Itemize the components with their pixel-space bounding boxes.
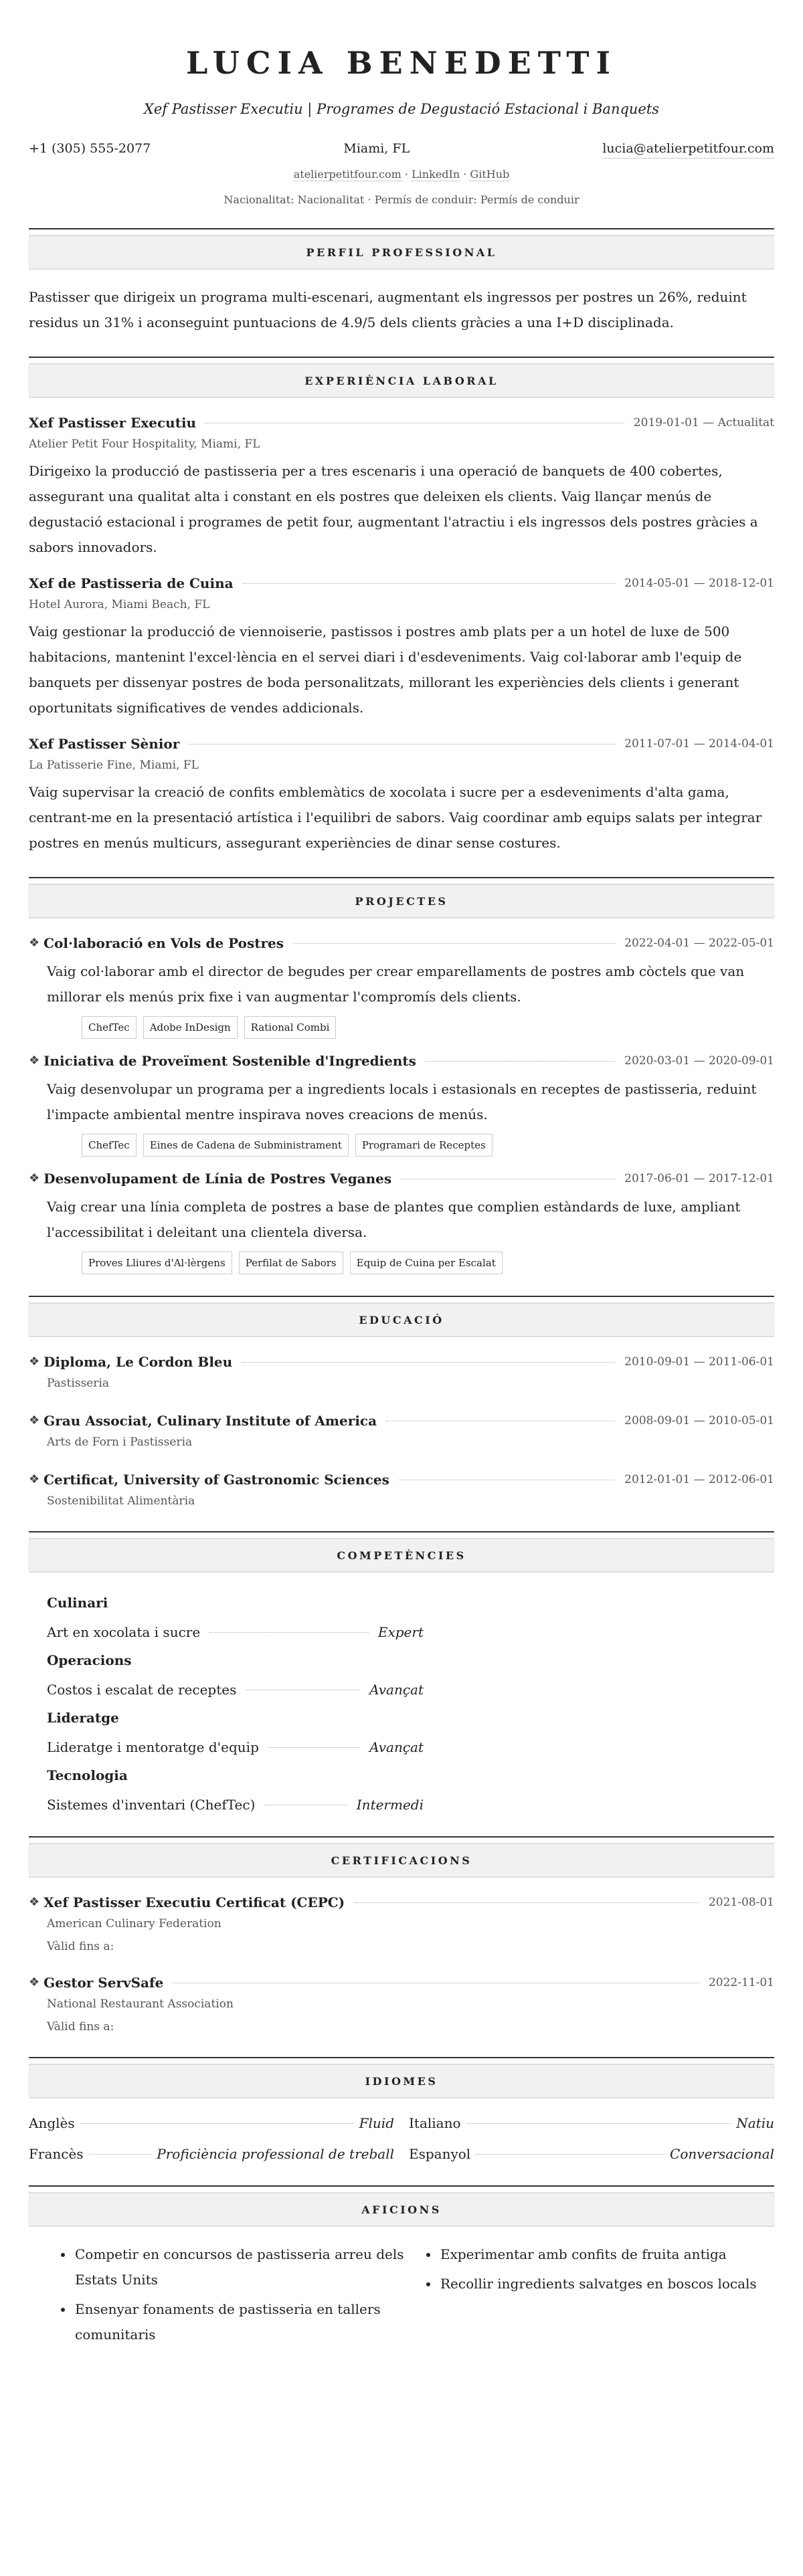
project-entry: [29, 1051, 774, 1157]
section-hobbies: [29, 2185, 774, 2351]
personal-meta: Nacionalitat: Nacionalitat · Permís de conduir: Permís de conduir: [224, 193, 579, 206]
certification-validity: Vàlid fins a:: [47, 2020, 114, 2034]
link-separator: ·: [460, 168, 470, 181]
job-company: La Patisserie Fine, Miami, FL: [29, 759, 199, 772]
skill-category: [47, 1650, 424, 1700]
project-description: Vaig crear una línia completa de postres a base de plantes que complien estàndards de luxe, ampliant l'accessibilitat i deleitant una clientela diversa.: [47, 1199, 741, 1240]
diamond-bullet-icon: ❖: [29, 1171, 40, 1185]
tag-chip: ChefTec: [82, 1016, 137, 1039]
language-name: Italiano: [409, 2115, 461, 2131]
skill-level: Avançat: [369, 1739, 424, 1755]
dotted-leader: [293, 943, 615, 944]
language-level: Proficiència professional de treball: [157, 2146, 394, 2162]
section-skills: [29, 1531, 774, 1815]
section-education: [29, 1296, 774, 1510]
skill-category: [47, 1593, 424, 1642]
dotted-leader: [426, 1061, 615, 1062]
project-description: Vaig col·laborar amb el director de begudes per crear emparellaments de postres amb còctels que van millorar els menús prix fixe i van augmentar l'compromís dels clients.: [47, 963, 745, 1005]
diamond-bullet-icon: ❖: [29, 1975, 40, 1989]
language-name: Francès: [29, 2146, 84, 2162]
project-title: Col·laboració en Vols de Postres: [43, 935, 284, 951]
education-dates: 2010-09-01 — 2011-06-01: [624, 1355, 774, 1369]
project-dates: 2020-03-01 — 2020-09-01: [624, 1054, 774, 1068]
dotted-leader: [466, 2123, 731, 2124]
section-profile: [29, 228, 774, 335]
certification-date: 2021-08-01: [708, 1896, 774, 1909]
diamond-bullet-icon: ❖: [29, 1355, 40, 1369]
job-title: Xef Pastisser Executiu: [29, 415, 197, 431]
certification-issuer: American Culinary Federation: [47, 1917, 221, 1930]
dotted-leader: [243, 583, 616, 584]
skill-level: Avançat: [369, 1682, 424, 1698]
experience-entry: [29, 573, 774, 720]
degree-title: Certificat, University of Gastronomic Sciences: [43, 1472, 389, 1488]
skill-category-name: Culinari: [47, 1595, 108, 1611]
section-title: IDIOMES: [29, 2064, 774, 2098]
project-dates: 2017-06-01 — 2017-12-01: [624, 1172, 774, 1185]
project-tags: [29, 1252, 774, 1274]
website-link[interactable]: atelierpetitfour.com: [293, 168, 402, 181]
skill-category: [47, 1765, 424, 1815]
skill-category-name: Operacions: [47, 1652, 132, 1668]
language-level: Conversacional: [670, 2146, 774, 2162]
diamond-bullet-icon: ❖: [29, 1895, 40, 1909]
education-field: Arts de Forn i Pastisseria: [47, 1435, 193, 1449]
job-title: Xef de Pastisseria de Cuina: [29, 575, 234, 591]
dotted-leader: [354, 1902, 699, 1903]
section-title: COMPETÈNCIES: [29, 1538, 774, 1573]
project-description: Vaig desenvolupar un programa per a ingredients locals i estasionals en receptes de pastisseria, reduint l'impacte ambiental mentre inspirava noves creacions de menús.: [47, 1081, 757, 1122]
project-title: Desenvolupament de Línia de Postres Veganes: [43, 1171, 392, 1187]
degree-title: Diploma, Le Cordon Bleu: [43, 1354, 233, 1370]
section-projects: [29, 877, 774, 1274]
certification-date: 2022-11-01: [708, 1976, 774, 1989]
section-divider: [29, 1836, 774, 1838]
location: Miami, FL: [343, 141, 410, 156]
tag-chip: Programari de Receptes: [355, 1134, 493, 1157]
job-description: Dirigeixo la producció de pastisseria per a tres escenaris i una operació de banquets de 400 cobertes, assegurant una qualitat alta i constant en els postres que deleixen els clients. Vaig llançar menús de degustació estacional i programes de petit four, augmentant l'atractiu i els ingressos dels postres gràcies a sabors innovadors.: [29, 463, 758, 555]
language-level: Fluid: [359, 2115, 394, 2131]
hobbies-list-right: [422, 2242, 774, 2351]
language-item: [29, 2144, 394, 2164]
certification-title: Xef Pastisser Executiu Certificat (CEPC): [43, 1894, 345, 1910]
section-title: PROJECTES: [29, 884, 774, 918]
skill-category: [47, 1708, 424, 1757]
job-dates: 2011-07-01 — 2014-04-01: [624, 737, 774, 751]
skill-name: Sistemes d'inventari (ChefTec): [47, 1797, 256, 1813]
section-divider: [29, 2185, 774, 2187]
dotted-leader: [209, 1632, 369, 1633]
education-field: Pastisseria: [47, 1377, 110, 1390]
skill-level: Intermedi: [356, 1797, 424, 1813]
skill-name: Costos i escalat de receptes: [47, 1682, 237, 1698]
education-dates: 2012-01-01 — 2012-06-01: [624, 1473, 774, 1486]
experience-entry: [29, 734, 774, 856]
job-dates: 2019-01-01 — Actualitat: [633, 416, 774, 429]
education-entry: [29, 1411, 774, 1451]
certification-entry: [29, 1973, 774, 2036]
project-tags: [29, 1016, 774, 1039]
language-level: Natiu: [736, 2115, 774, 2131]
job-company: Atelier Petit Four Hospitality, Miami, FL: [29, 437, 260, 451]
skill-category-name: Tecnologia: [47, 1767, 128, 1783]
diamond-bullet-icon: ❖: [29, 1054, 40, 1068]
project-dates: 2022-04-01 — 2022-05-01: [624, 936, 774, 950]
project-tags: [29, 1134, 774, 1157]
certification-validity: Vàlid fins a:: [47, 1940, 114, 1953]
language-item: [409, 2113, 774, 2133]
job-title: Xef Pastisser Sènior: [29, 736, 180, 752]
dotted-leader: [189, 744, 615, 745]
section-title: EXPERIÈNCIA LABORAL: [29, 363, 774, 398]
degree-title: Grau Associat, Culinary Institute of America: [43, 1413, 377, 1429]
candidate-name: LUCIA BENEDETTI: [185, 45, 618, 81]
section-divider: [29, 1531, 774, 1532]
tag-chip: Equip de Cuina per Escalat: [350, 1252, 503, 1274]
skill-name: Lideratge i mentoratge d'equip: [47, 1739, 259, 1755]
tag-chip: Rational Combi: [244, 1016, 337, 1039]
resume-header: [29, 41, 774, 208]
certification-entry: [29, 1892, 774, 1955]
job-company: Hotel Aurora, Miami Beach, FL: [29, 598, 210, 611]
skill-name: Art en xocolata i sucre: [47, 1624, 201, 1640]
tag-chip: Eines de Cadena de Subministrament: [143, 1134, 349, 1157]
candidate-tagline: Xef Pastisser Executiu | Programes de Degustació Estacional i Banquets: [143, 101, 660, 117]
skill-level: Expert: [377, 1624, 424, 1640]
tag-chip: Adobe InDesign: [143, 1016, 238, 1039]
dotted-leader: [268, 1747, 360, 1748]
diamond-bullet-icon: ❖: [29, 1472, 40, 1486]
hobbies-list-left: [57, 2242, 409, 2351]
email-link[interactable]: lucia@atelierpetitfour.com: [602, 139, 774, 159]
contact-row: [29, 139, 774, 159]
language-item: [409, 2144, 774, 2164]
tag-chip: ChefTec: [82, 1134, 137, 1157]
hobby-item: Competir en concursos de pastisseria arreu dels Estats Units: [57, 2242, 409, 2292]
certification-issuer: National Restaurant Association: [47, 1997, 234, 2011]
linkedin-link[interactable]: LinkedIn: [412, 168, 460, 181]
dotted-leader: [242, 1362, 615, 1363]
tag-chip: Perfilat de Sabors: [239, 1252, 343, 1274]
hobby-item: Experimentar amb confits de fruita antiga: [422, 2242, 774, 2267]
dotted-leader: [476, 2154, 664, 2155]
section-languages: [29, 2057, 774, 2164]
diamond-bullet-icon: ❖: [29, 936, 40, 950]
job-dates: 2014-05-01 — 2018-12-01: [624, 577, 774, 590]
project-title: Iniciativa de Proveïment Sostenible d'Ingredients: [43, 1053, 416, 1069]
dotted-leader: [80, 2123, 354, 2124]
section-divider: [29, 877, 774, 878]
link-separator: ·: [401, 168, 412, 181]
phone-number: +1 (305) 555-2077: [29, 141, 151, 156]
profile-summary: Pastisser que dirigeix un programa multi-escenari, augmentant els ingressos per postres un 26%, reduint residus un 31% i aconseguint puntuacions de 4.9/5 dels clients gràcies a una I+D disciplinada.: [29, 289, 747, 330]
profile-links: [29, 167, 774, 183]
language-item: [29, 2113, 394, 2133]
section-divider: [29, 228, 774, 229]
section-title: CERTIFICACIONS: [29, 1843, 774, 1878]
job-description: Vaig gestionar la producció de viennoiserie, pastissos i postres amb plats per a un hotel de luxe de 500 habitacions, mantenint l'excel·lència en el servei diari i d'esdeveniments. Vaig col·laborar amb l'equip de banquets per dissenyar postres de boda personalitzats, millorant les experiències dels clients i generant oportunitats significatives de vendes addicionals.: [29, 623, 742, 716]
experience-entry: [29, 413, 774, 560]
section-divider: [29, 357, 774, 358]
education-dates: 2008-09-01 — 2010-05-01: [624, 1414, 774, 1427]
education-entry: [29, 1352, 774, 1392]
diamond-bullet-icon: ❖: [29, 1413, 40, 1427]
certification-title: Gestor ServSafe: [43, 1975, 164, 1991]
github-link[interactable]: GitHub: [470, 168, 510, 181]
section-title: AFICIONS: [29, 2192, 774, 2227]
section-experience: [29, 357, 774, 856]
skill-category-name: Lideratge: [47, 1710, 119, 1726]
job-description: Vaig supervisar la creació de confits emblemàtics de xocolata i sucre per a esdeveniments d'alta gama, centrant-me en la presentació artística i l'equilibri de sabors. Vaig coordinar amb equips salats per integrar postres en menús multicurs, assegurant experiències de dinar sense costures.: [29, 784, 762, 851]
project-entry: [29, 1169, 774, 1274]
section-title: PERFIL PROFESSIONAL: [29, 235, 774, 270]
section-divider: [29, 2057, 774, 2058]
section-title: EDUCACIÓ: [29, 1302, 774, 1337]
section-certifications: [29, 1836, 774, 2036]
hobby-item: Recollir ingredients salvatges en boscos locals: [422, 2271, 774, 2296]
tag-chip: Proves Lliures d'Al·lèrgens: [82, 1252, 232, 1274]
language-name: Anglès: [29, 2115, 75, 2131]
project-entry: [29, 933, 774, 1039]
language-name: Espanyol: [409, 2146, 471, 2162]
education-entry: [29, 1470, 774, 1510]
hobby-item: Ensenyar fonaments de pastisseria en tallers comunitaris: [57, 2296, 409, 2347]
education-field: Sostenibilitat Alimentària: [47, 1494, 195, 1508]
section-divider: [29, 1296, 774, 1297]
dotted-leader: [89, 2154, 152, 2155]
